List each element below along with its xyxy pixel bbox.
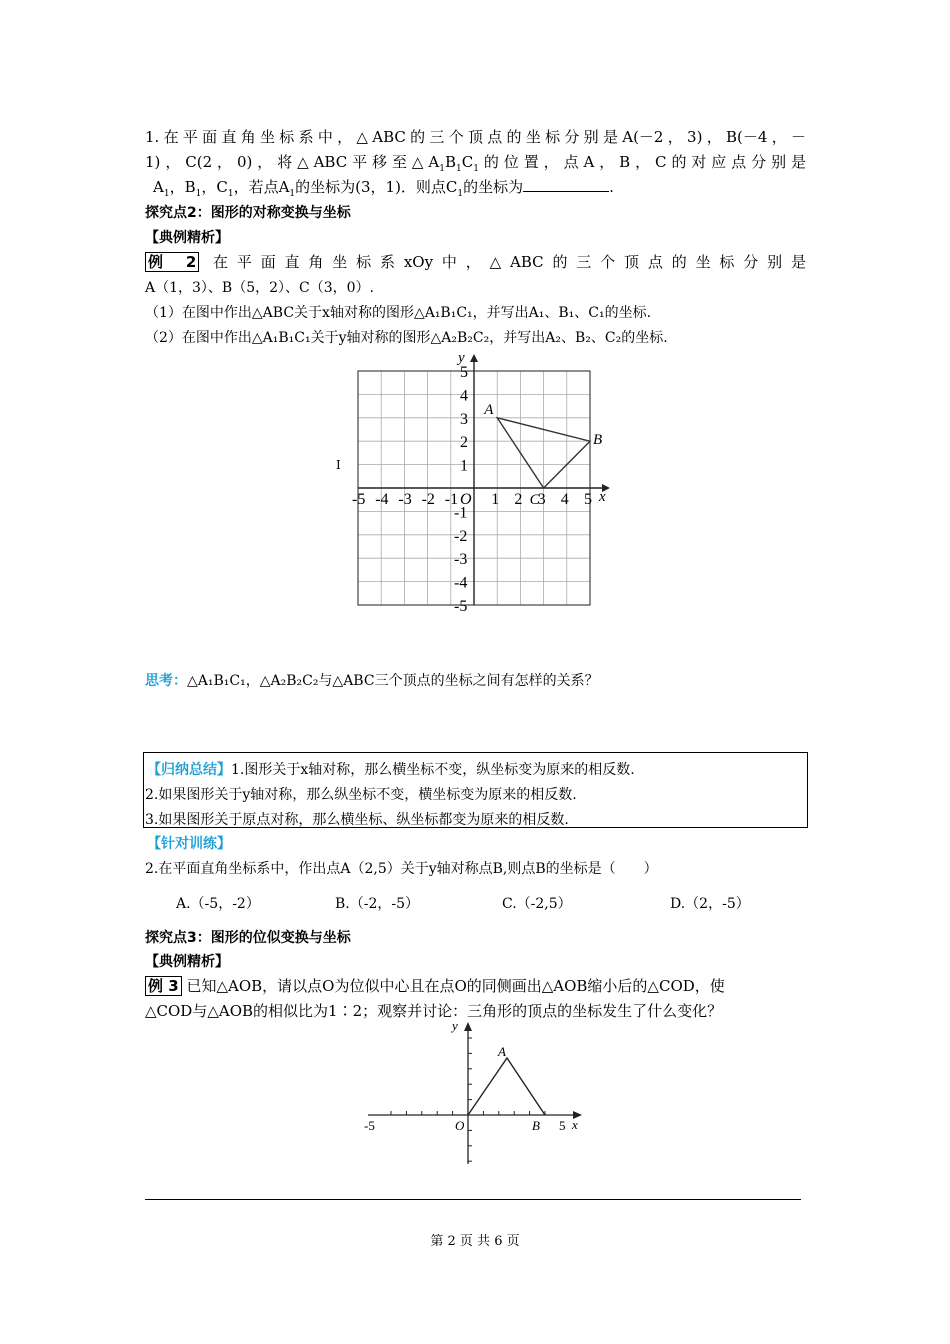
x-tick-label: -4 [375, 491, 389, 508]
summary-line3: 3.如果图形关于原点对称，那么横坐标、纵坐标都变为原来的相反数. [145, 812, 569, 828]
y-tick-label: -1 [454, 504, 468, 522]
q1-line1: 1.在平面直角坐标系中，△ABC的三个顶点的坐标分别是A(－2，3)，B(－4，－ [145, 128, 806, 146]
point-label-b: B [593, 432, 603, 449]
y-tick-label: 5 [460, 364, 468, 381]
example2-line2: A（1，3）、B（5，2）、C（3，0）. [145, 280, 375, 296]
aob-y-arrow [464, 1022, 472, 1031]
grid-coordinate-chart [340, 345, 620, 615]
y-axis-label: y [458, 350, 465, 366]
stray-mark: I [336, 458, 341, 472]
section3-example-header: 【典例精析】 [145, 954, 229, 970]
summary-line1: 【归纳总结】1.图形关于x轴对称，那么横坐标不变，纵坐标变为原来的相反数. [147, 762, 635, 778]
option-b[interactable]: B.（-2，-5） [335, 896, 420, 912]
q1-line2: 1)，C(2，0)，将△ABC平移至$\triangle A_1B_1C_1$的位置，点A，B，C的对应点分别是 [145, 153, 806, 174]
y-tick-label: 4 [460, 387, 468, 405]
answer-blank[interactable] [523, 177, 609, 192]
aob-point-a: A [498, 1044, 506, 1059]
option-d[interactable]: D.（2，-5） [670, 896, 750, 912]
point-label-c: C [529, 492, 540, 508]
aob-neg5: -5 [364, 1118, 375, 1133]
q1-line3: $A_1$，$B_1$，$C_1$，若点$A_1$的坐标为(3，1)．则点$C_1$的坐标为 . [153, 178, 614, 199]
option-c[interactable]: C.（-2,5） [502, 896, 572, 912]
example3-label: 例 3 [145, 976, 182, 996]
example3-line2: △COD与△AOB的相似比为1∶2；观察并讨论：三角形的顶点的坐标发生了什么变化？ [145, 1002, 723, 1020]
summary-line2: 2.如果图形关于y轴对称，那么纵坐标不变，横坐标变为原来的相反数. [145, 787, 577, 803]
aob-point-b: B [532, 1118, 540, 1133]
x-tick-label: 2 [514, 491, 523, 508]
aob-point-o: O [455, 1118, 465, 1133]
example2-line1: 例 2 在平面直角坐标系xOy中，△ABC的三个顶点的坐标分别是 [145, 251, 806, 272]
option-a[interactable]: A.（-5，-2） [176, 896, 260, 912]
x-tick-label: -3 [398, 491, 412, 508]
aob-x-label: x [572, 1117, 578, 1132]
aob-pos5: 5 [559, 1118, 566, 1133]
page-number: 第 2 页 共 6 页 [430, 1234, 520, 1249]
think-label: 思考： [145, 673, 187, 689]
y-axis-arrow [470, 354, 478, 362]
think-question: 思考：△A₁B₁C₁，△A₂B₂C₂与△ABC三个顶点的坐标之间有怎样的关系？ [145, 673, 599, 689]
section2-example-header: 【典例精析】 [145, 230, 229, 246]
y-tick-label: 2 [460, 434, 468, 452]
y-tick-label: -2 [454, 527, 468, 545]
x-tick-labels [352, 491, 592, 508]
section2-title: 探究点2：图形的对称变换与坐标 [145, 205, 351, 221]
summary-label: 【归纳总结】 [147, 762, 231, 778]
x-tick-label: -2 [421, 491, 435, 508]
y-tick-label: -4 [454, 574, 468, 592]
x-tick-label: 3 [537, 491, 546, 508]
example3-line1: 例 3 已知△AOB，请以点O为位似中心且在点O的同侧画出△AOB缩小后的△COD，使 [145, 975, 725, 996]
x-tick-label: -5 [352, 491, 366, 508]
footer-rule [145, 1199, 801, 1200]
example2-part1: （1）在图中作出△ABC关于x轴对称的图形△A₁B₁C₁，并写出A₁、B₁、C₁的坐标. [145, 305, 652, 321]
training-label: 【针对训练】 [147, 836, 231, 852]
point-label-a: A [484, 401, 494, 418]
x-tick-label: 4 [560, 491, 569, 508]
x-axis-label: x [599, 489, 606, 505]
aob-y-label: y [452, 1018, 458, 1033]
aob-coordinate-chart [360, 1018, 590, 1168]
y-tick-label: -3 [454, 551, 468, 569]
x-tick-label: -1 [444, 491, 459, 508]
y-tick-labels [454, 364, 468, 615]
y-tick-label: 1 [460, 457, 468, 475]
triangle-aob [468, 1058, 545, 1115]
section3-title: 探究点3：图形的位似变换与坐标 [145, 930, 351, 946]
example2-label: 例 2 [145, 252, 199, 272]
example2-part2: （2）在图中作出△A₁B₁C₁关于y轴对称的图形△A₂B₂C₂，并写出A₂、B₂、C₂的坐标. [145, 330, 668, 346]
x-tick-label: 5 [584, 491, 592, 508]
y-tick-label: -5 [454, 598, 468, 615]
y-tick-label: 3 [460, 410, 468, 428]
x-tick-label: 1 [491, 491, 500, 508]
training-question: 2.在平面直角坐标系中，作出点A（2,5）关于y轴对称点B,则点B的坐标是（ ） [145, 861, 658, 877]
x-tick-label: O [460, 491, 472, 508]
